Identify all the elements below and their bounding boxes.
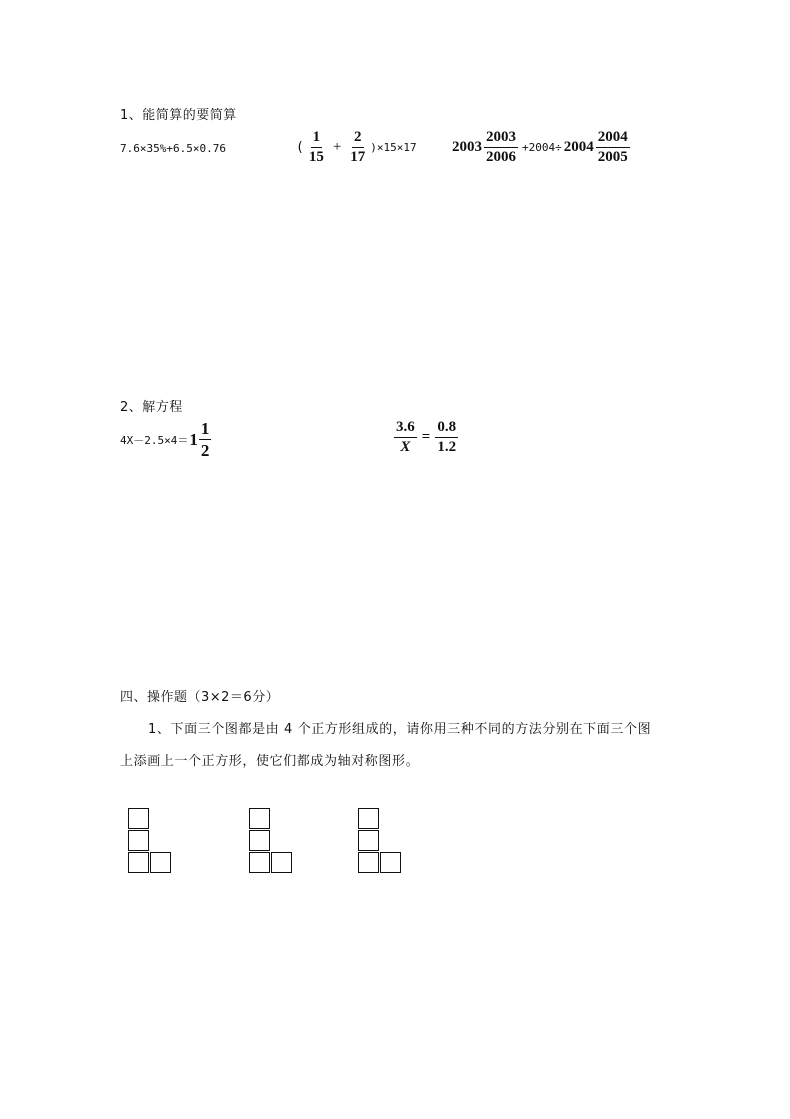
grid-square: [128, 852, 149, 873]
grid-square: [128, 808, 149, 829]
fraction-denominator: 1.2: [437, 439, 457, 455]
mixed-whole-2003: 2003: [452, 139, 482, 155]
fraction-numerator: 1: [200, 419, 210, 438]
fraction-numerator: 2: [352, 130, 364, 148]
section1-title: 1、能简算的要简算: [120, 108, 237, 123]
expression-2: [296, 130, 417, 165]
grid-square: [249, 808, 270, 829]
grid-square: [358, 852, 379, 873]
expression-2-tail: )×15×17: [370, 141, 417, 154]
fraction-2003-2006: [484, 130, 518, 165]
fraction-1-15: [307, 130, 326, 165]
grid-square: [380, 852, 401, 873]
fraction-denominator: 2006: [486, 149, 516, 165]
equals-sign: =: [421, 429, 431, 445]
grid-square: [150, 852, 171, 873]
equation-1-lhs: 4X－2.5×4＝: [120, 433, 189, 447]
grid-square: [249, 830, 270, 851]
fraction-denominator: 17: [350, 149, 366, 165]
fraction-denominator: 15: [308, 149, 324, 165]
grid-square: [358, 808, 379, 829]
fraction-denominator: 2: [200, 441, 210, 460]
grid-square: [271, 852, 292, 873]
fraction-2004-2005: [596, 130, 630, 165]
fraction-denominator: 2005: [597, 149, 628, 165]
section2-title: 2、解方程: [120, 400, 183, 415]
equation-2: [394, 420, 458, 455]
equation-1: [120, 420, 211, 459]
question-1-line-2: 上添画上一个正方形，使它们都成为轴对称图形。: [120, 754, 420, 769]
fraction-0.8-over-1.2: [435, 420, 458, 455]
grid-square: [128, 830, 149, 851]
fraction-3.6-over-x: [394, 420, 417, 455]
mixed-whole-1: 1: [189, 429, 198, 449]
fraction-denominator: X: [400, 439, 411, 455]
fraction-2-17: [348, 130, 367, 165]
expression-3: [452, 130, 632, 165]
grid-square: [249, 852, 270, 873]
plus-sign: +: [332, 139, 342, 155]
expression-3-middle: +2004÷: [522, 141, 562, 154]
fraction-numerator: 1: [311, 130, 323, 148]
open-paren: (: [296, 140, 304, 155]
fraction-1-2: [199, 420, 212, 459]
section4-title: 四、操作题（3×2＝6分）: [120, 690, 280, 705]
fraction-numerator: 0.8: [435, 420, 458, 438]
fraction-numerator: 3.6: [394, 420, 417, 438]
fraction-numerator: 2003: [484, 130, 518, 148]
fraction-numerator: 2004: [596, 130, 630, 148]
mixed-whole-2004: 2004: [563, 139, 594, 155]
question-1-line-1: 1、下面三个图都是由 4 个正方形组成的，请你用三种不同的方法分别在下面三个图: [148, 722, 652, 737]
expression-1: 7.6×35%+6.5×0.76: [120, 142, 226, 155]
grid-square: [358, 830, 379, 851]
